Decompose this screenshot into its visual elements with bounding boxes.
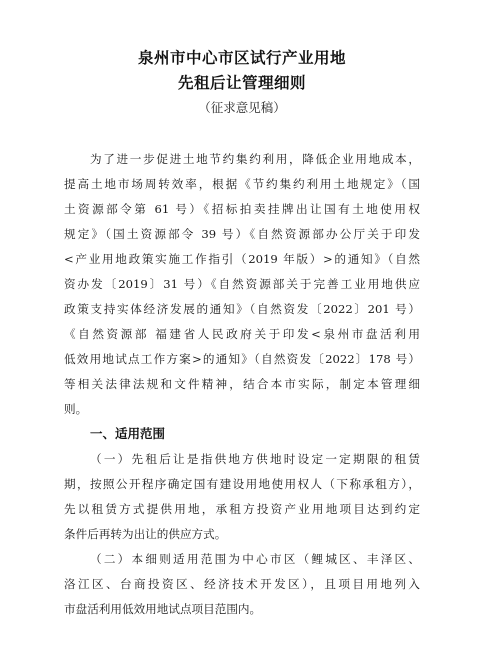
intro-line: 为了进一步促进土地节约集约利用，降低企业用地成本， (90, 152, 420, 166)
paragraph-line: 期，按照公开程序确定国有建设用地使用权人（下称承租方）， (64, 477, 420, 491)
intro-line: 则。 (64, 402, 88, 416)
intro-line: 等相关法律法规和文件精神，结合本市实际，制定本管理细 (64, 377, 420, 391)
intro-line: 土资源部令第 61 号）《招标拍卖挂牌出让国有土地使用权 (64, 202, 420, 216)
document-subtitle: （征求意见稿） (198, 100, 286, 115)
intro-line: 提高土地市场周转效率，根据《节约集约利用土地规定》（国 (64, 177, 420, 191)
paragraph-line: 先以租赁方式提供用地，承租方投资产业用地项目达到约定 (64, 502, 420, 516)
paragraph-line: （一）先租后让是指供地方供地时设定一定期限的租赁 (90, 452, 420, 466)
intro-line: 低效用地试点工作方案>的通知》（自然资发〔2022〕178 号） (64, 352, 420, 366)
document-title-line2: 先租后让管理细则 (177, 74, 306, 92)
document-title-line1: 泉州市中心市区试行产业用地 (137, 49, 346, 67)
intro-line: 规定》（国土资源部令 39 号）《自然资源部办公厅关于印发 (64, 227, 420, 241)
section-heading: 一、适用范围 (90, 426, 166, 441)
paragraph-line: 条件后再转为出让的供应方式。 (64, 527, 227, 541)
intro-line: 资办发〔2019〕31 号）《自然资源部关于完善工业用地供应 (64, 277, 420, 291)
intro-line: <产业用地政策实施工作指引（2019 年版）>的通知》（自然 (64, 252, 420, 266)
intro-line: 政策支持实体经济发展的通知》（自然资发〔2022〕201 号） (64, 302, 420, 316)
paragraph-line: 洛江区、台商投资区、经济技术开发区），且项目用地列入 (64, 577, 420, 591)
paragraph-line: 市盘活利用低效用地试点项目范围内。 (64, 602, 262, 616)
paragraph-line: （二）本细则适用范围为中心市区（鲤城区、丰泽区、 (90, 552, 420, 566)
intro-line: 《自然资源部 福建省人民政府关于印发<泉州市盘活利用 (64, 327, 420, 341)
